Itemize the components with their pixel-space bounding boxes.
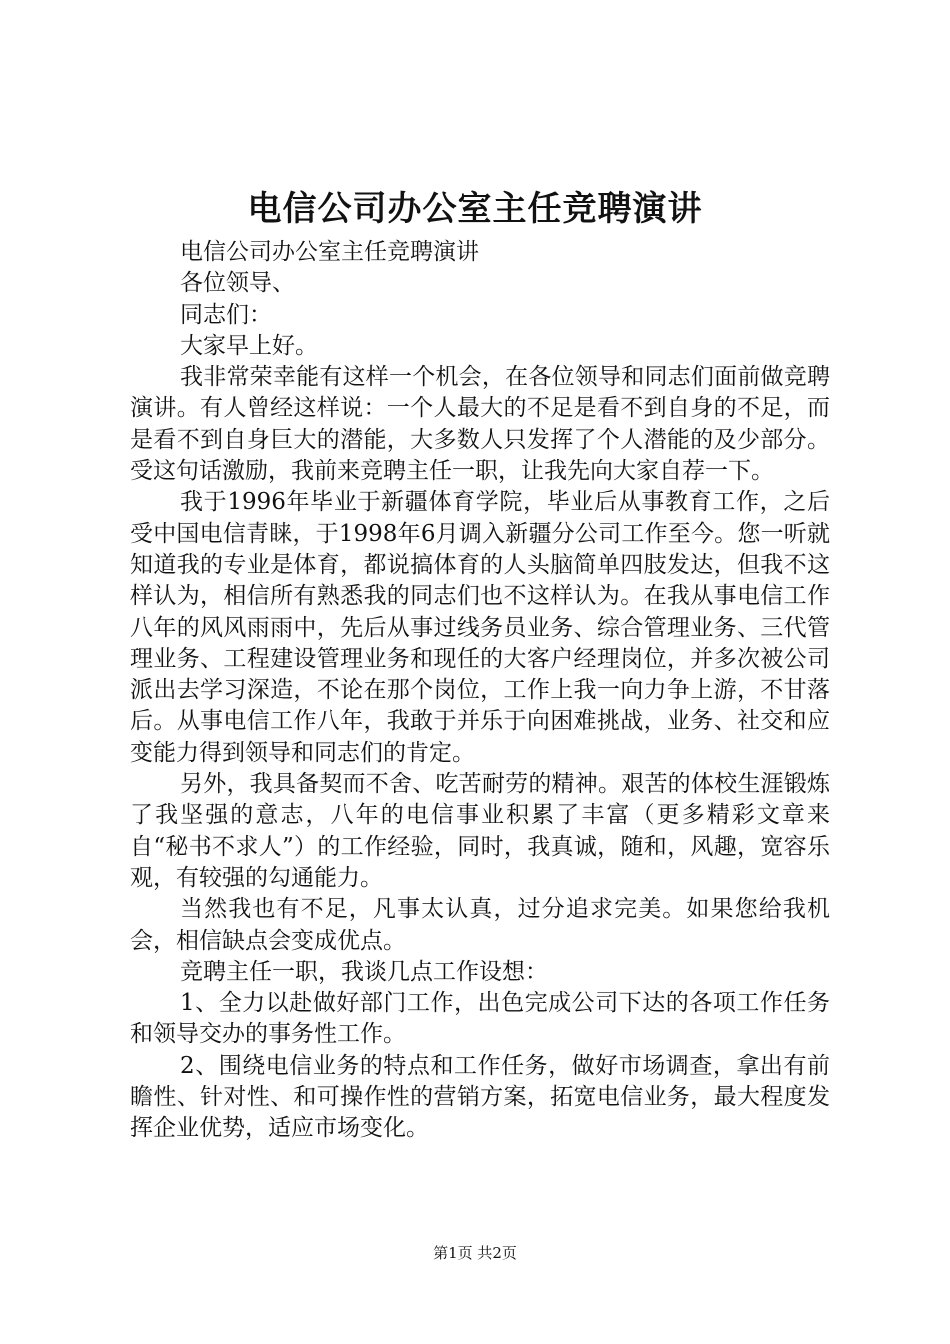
paragraph-plan-item-2: 2、围绕电信业务的特点和工作任务，做好市场调查，拿出有前瞻性、针对性、和可操作性的营销方案，拓宽电信业务，最大程度发挥企业优势，适应市场变化。: [130, 1052, 830, 1142]
document-title: 电信公司办公室主任竞聘演讲: [247, 189, 703, 229]
paragraph-experience: 我于1996年毕业于新疆体育学院，毕业后从事教育工作，之后受中国电信青睐，于1998年6月调入新疆分公司工作至今。您一听就知道我的专业是体育，都说搞体育的人头脑简单四肢发达，但我不这样认为，相信所有熟悉我的同志们也不这样认为。在我从事电信工作八年的风风雨雨中，先后从事过线务员业务、综合管理业务、三代管理业务、工程建设管理业务和现任的大客户经理岗位，并多次被公司派出去学习深造，不论在那个岗位，工作上我一向力争上游，不甘落后。从事电信工作八年，我敢于并乐于向困难挑战，业务、社交和应变能力得到领导和同志们的肯定。: [130, 489, 830, 766]
paragraph-salutation-comrades: 同志们：: [180, 301, 272, 328]
paragraph-greeting: 大家早上好。: [180, 332, 318, 359]
paragraph-salutation-leaders: 各位领导、: [180, 270, 295, 297]
paragraph-plan-intro: 竞聘主任一职，我谈几点工作设想：: [180, 958, 548, 985]
paragraph-qualities: 另外，我具备契而不舍、吃苦耐劳的精神。艰苦的体校生涯锻炼了我坚强的意志，八年的电信事业积累了丰富（更多精彩文章来自“秘书不求人”）的工作经验，同时，我真诚，随和，风趣，宽容乐观，有较强的勾通能力。: [130, 771, 830, 891]
page-number: 第1页 共2页: [433, 1244, 517, 1262]
document-body: [130, 237, 830, 1145]
paragraph-heading-repeat: 电信公司办公室主任竞聘演讲: [180, 239, 479, 265]
paragraph-plan-item-1: 1、全力以赴做好部门工作，出色完成公司下达的各项工作任务和领导交办的事务性工作。: [130, 990, 830, 1048]
paragraph-shortcomings: 当然我也有不足，凡事太认真，过分追求完美。如果您给我机会，相信缺点会变成优点。: [130, 896, 830, 954]
paragraph-introduction: 我非常荣幸能有这样一个机会，在各位领导和同志们面前做竞聘演讲。有人曾经这样说：一个人最大的不足是看不到自身的不足，而是看不到自身巨大的潜能，大多数人只发挥了个人潜能的及少部分。受这句话激励，我前来竞聘主任一职，让我先向大家自荐一下。: [130, 364, 830, 485]
